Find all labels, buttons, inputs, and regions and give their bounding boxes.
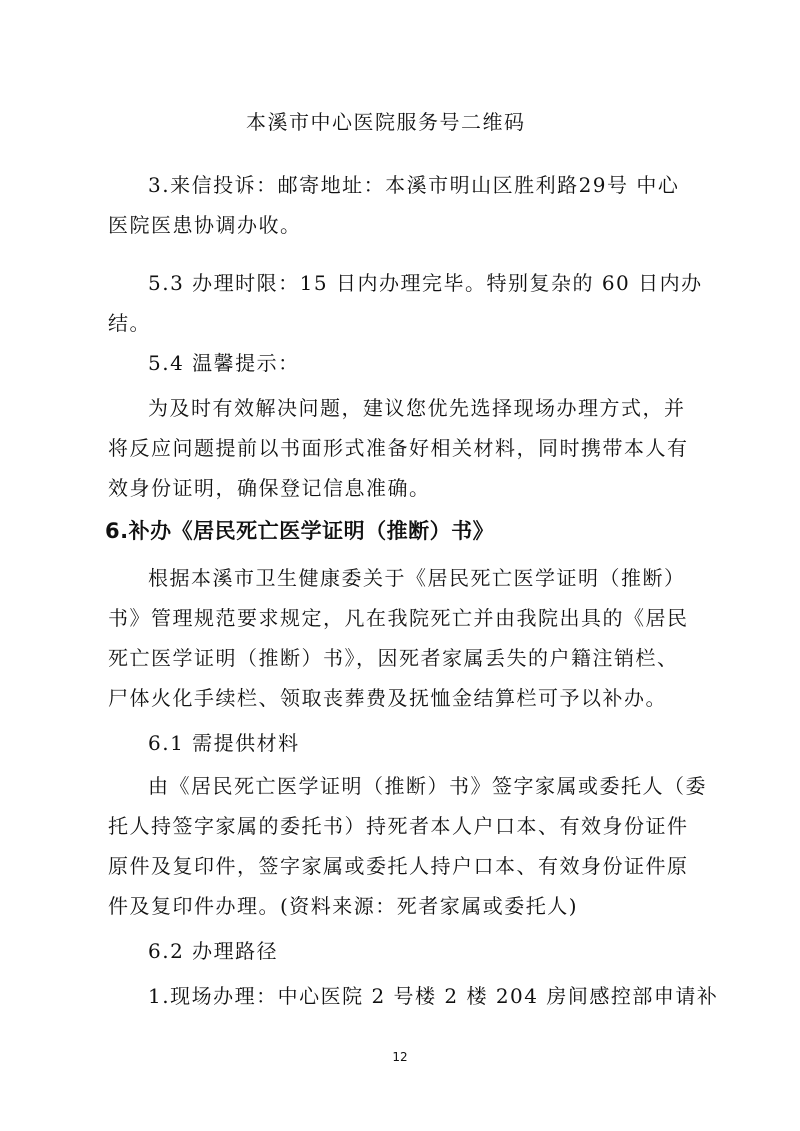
paragraph-line: 医院医患协调办收。 (108, 213, 302, 237)
section-5-3-time-limit: 5.3 办理时限：15 日内办理完毕。特别复杂的 60 日内办 (148, 271, 703, 295)
qr-code-caption: 本溪市中心医院服务号二维码 (246, 110, 526, 134)
section-6-heading: 6.补办《居民死亡医学证明（推断）书》 (105, 519, 495, 543)
paragraph-line: 书》管理规范要求规定，凡在我院死亡并由我院出具的《居民 (108, 606, 689, 630)
paragraph-line: 尸体火化手续栏、领取丧葬费及抚恤金结算栏可予以补办。 (108, 686, 667, 710)
page-number: 12 (392, 1050, 408, 1064)
section-6-1-heading: 6.1 需提供材料 (148, 731, 300, 755)
section-5-4-heading: 5.4 温馨提示： (148, 351, 300, 375)
paragraph-line: 死亡医学证明（推断）书》，因死者家属丢失的户籍注销栏、 (108, 646, 679, 670)
paragraph-line: 效身份证明，确保登记信息准确。 (108, 476, 431, 500)
paragraph-line: 结。 (108, 311, 151, 335)
paragraph-line: 将反应问题提前以书面形式准备好相关材料，同时携带本人有 (108, 436, 689, 460)
paragraph-line: 由《居民死亡医学证明（推断）书》签字家属或委托人（委 (148, 774, 707, 798)
section-6-2-heading: 6.2 办理路径 (148, 939, 279, 963)
complaint-mail-address: 3.来信投诉：邮寄地址：本溪市明山区胜利路29号 中心 (148, 173, 680, 197)
paragraph-line: 1.现场办理：中心医院 2 号楼 2 楼 204 房间感控部申请补 (148, 984, 719, 1008)
paragraph-line: 根据本溪市卫生健康委关于《居民死亡医学证明（推断） (148, 566, 686, 590)
paragraph-line: 原件及复印件，签字家属或委托人持户口本、有效身份证件原 (108, 854, 689, 878)
paragraph-line: 为及时有效解决问题，建议您优先选择现场办理方式，并 (148, 396, 686, 420)
paragraph-line: 件及复印件办理。(资料来源：死者家属或委托人) (108, 894, 579, 918)
paragraph-line: 托人持签字家属的委托书）持死者本人户口本、有效身份证件 (108, 814, 689, 838)
